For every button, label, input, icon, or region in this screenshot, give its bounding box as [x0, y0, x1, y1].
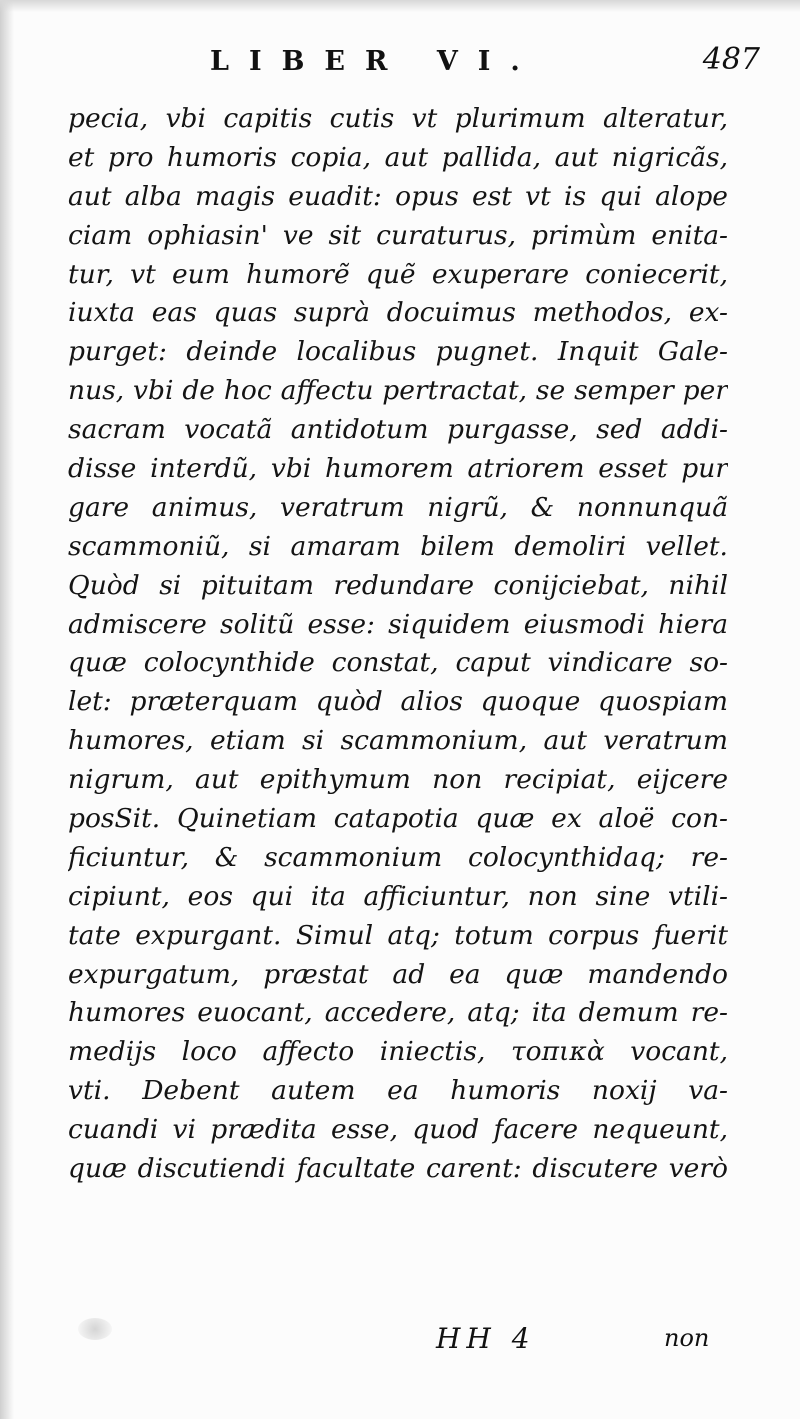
- text-line: tur, vt eum humorẽ quẽ exuperare coniecerit,: [68, 258, 728, 290]
- text-line: ficiuntur, & scammonium colocynthidaq; re-: [68, 841, 728, 873]
- text-line: nigrum, aut epithymum non recipiat, eijcere: [68, 764, 728, 796]
- signature-mark: HH 4: [436, 1322, 536, 1355]
- text-line: ciam ophiasin' ve sit curaturus, primùm enita-: [68, 219, 728, 251]
- page-edge-shadow: [0, 0, 14, 1419]
- text-line: purget: deinde localibus pugnet. Inquit Gale-: [68, 336, 728, 368]
- body-text: [68, 100, 728, 1189]
- text-line: scammoniũ, si amaram bilem demoliri vellet.: [68, 530, 728, 562]
- catchword: non: [664, 1324, 710, 1352]
- text-line: nus, vbi de hoc affectu pertractat, se semper per: [68, 375, 728, 407]
- text-line: pecia, vbi capitis cutis vt plurimum alteratur,: [68, 103, 728, 134]
- page-footer: [0, 1322, 800, 1362]
- page-header: [60, 42, 760, 92]
- text-line: cipiunt, eos qui ita afficiuntur, non sine vtili-: [68, 880, 728, 912]
- page-number: 487: [702, 42, 760, 77]
- text-line: admiscere solitũ esse: siquidem eiusmodi hiera: [68, 608, 728, 640]
- text-line: medijs loco affecto iniectis, τοπικὰ vocant,: [68, 1036, 728, 1068]
- text-line: Quòd si pituitam redundare conijciebat, nihil: [68, 569, 728, 601]
- page-top-shadow: [0, 0, 800, 12]
- text-line: aut alba magis euadit: opus est vt is qui alope: [68, 180, 728, 212]
- text-line: let: præterquam quòd alios quoque quospiam: [68, 686, 728, 718]
- text-line: gare animus, veratrum nigrũ, & nonnunquã: [68, 491, 728, 523]
- text-line: sacram vocatã antidotum purgasse, sed addi-: [68, 414, 728, 446]
- text-line: vti. Debent autem ea humoris noxij va-: [68, 1075, 728, 1107]
- text-line: humores euocant, accedere, atq; ita demum re-: [68, 997, 728, 1029]
- text-line: tate expurgant. Simul atq; totum corpus fuerit: [68, 919, 728, 951]
- text-line: quæ discutiendi facultate carent: discutere verò: [68, 1153, 728, 1185]
- text-line: posSit. Quinetiam catapotia quæ ex aloë con-: [68, 803, 728, 835]
- text-line: cuandi vi prædita esse, quod facere nequeunt,: [68, 1114, 728, 1146]
- text-line: et pro humoris copia, aut pallida, aut nigricãs,: [68, 141, 728, 173]
- running-title: LIBER VI.: [210, 46, 540, 77]
- text-line: disse interdũ, vbi humorem atriorem esset pur: [68, 453, 728, 485]
- text-line: humores, etiam si scammonium, aut veratrum: [68, 725, 728, 757]
- text-line: iuxta eas quas suprà docuimus methodos, ex-: [68, 297, 728, 329]
- text-line: quæ colocynthide constat, caput vindicare so-: [68, 647, 728, 679]
- text-line: expurgatum, præstat ad ea quæ mandendo: [68, 958, 728, 990]
